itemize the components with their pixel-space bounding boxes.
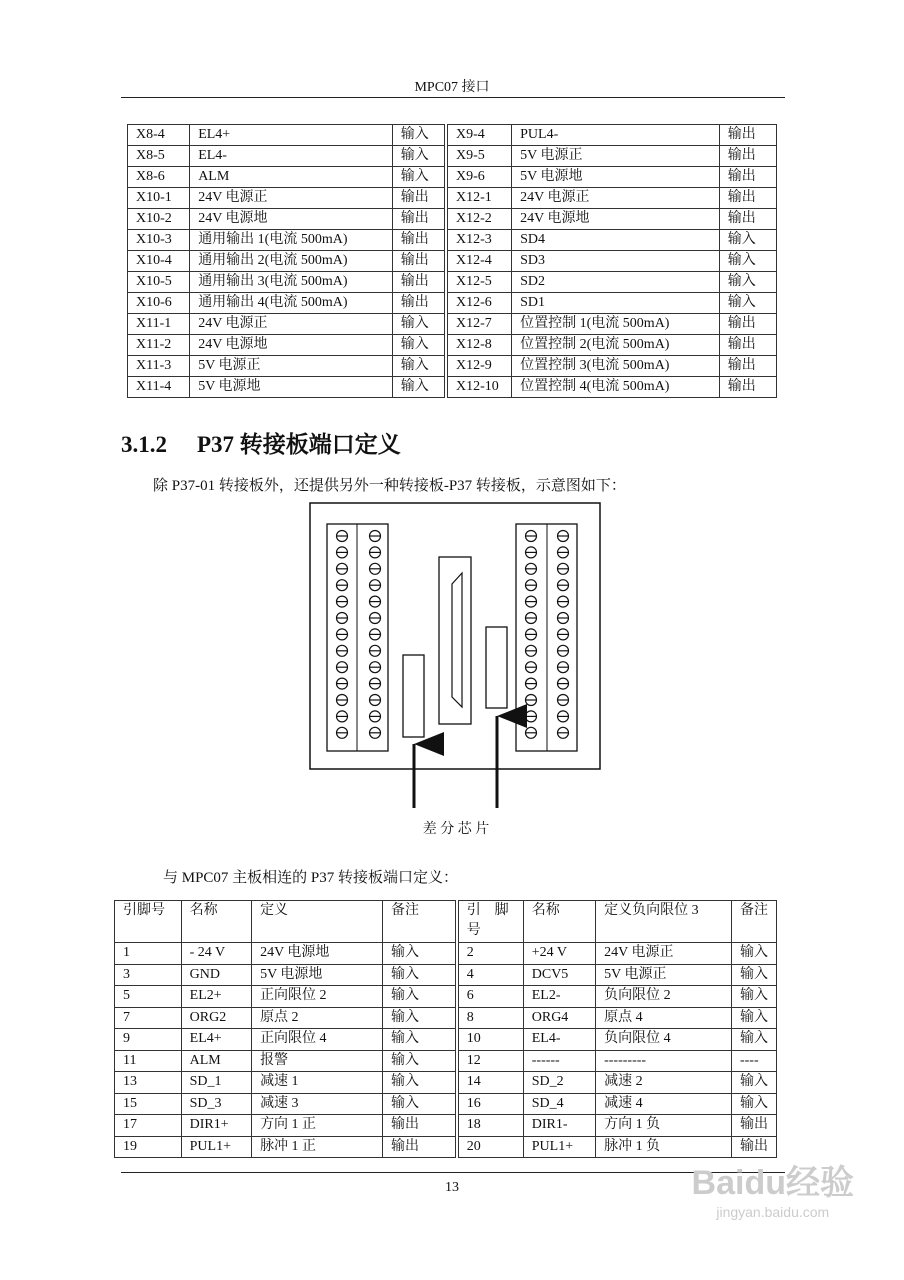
table-cell: 输出: [719, 356, 776, 377]
table-cell: 名称: [181, 901, 251, 943]
table-cell: 方向 1 负: [596, 1115, 732, 1137]
table-cell: 13: [115, 1072, 182, 1094]
table-cell: X10-3: [128, 230, 190, 251]
table-cell: ORG4: [523, 1007, 595, 1029]
table-cell: X12-5: [446, 272, 512, 293]
table-cell: SD3: [512, 251, 720, 272]
table-cell: 通用输出 2(电流 500mA): [190, 251, 393, 272]
watermark-url: jingyan.baidu.com: [716, 1204, 830, 1220]
footer-rule: [121, 1172, 785, 1173]
intro-paragraph: 除 P37-01 转接板外，还提供另外一种转接板-P37 转接板，示意图如下：: [153, 478, 626, 494]
table-cell: 24V 电源地: [190, 209, 393, 230]
table-cell: 通用输出 4(电流 500mA): [190, 293, 393, 314]
table-cell: - 24 V: [181, 943, 251, 965]
table-cell: 输出: [731, 1136, 776, 1158]
table-cell: 输出: [719, 377, 776, 398]
table-cell: DIR1-: [523, 1115, 595, 1137]
table-cell: 输出: [382, 1136, 456, 1158]
table-cell: 输出: [392, 251, 446, 272]
table-cell: X12-9: [446, 356, 512, 377]
table-cell: 5V 电源正: [512, 146, 720, 167]
table-cell: GND: [181, 964, 251, 986]
table-cell: 原点 4: [596, 1007, 732, 1029]
table-cell: X12-1: [446, 188, 512, 209]
table-cell: PUL4-: [512, 125, 720, 146]
db37-connector: [439, 557, 471, 724]
table-cell: 通用输出 1(电流 500mA): [190, 230, 393, 251]
table-cell: PUL1+: [181, 1136, 251, 1158]
table-cell: 输出: [719, 335, 776, 356]
page-number: 13: [445, 1180, 459, 1195]
table-cell: X10-6: [128, 293, 190, 314]
table-cell: 名称: [523, 901, 595, 943]
table-cell: 5V 电源正: [596, 964, 732, 986]
table-cell: 19: [115, 1136, 182, 1158]
table-cell: 原点 2: [252, 1007, 383, 1029]
table-cell: SD_1: [181, 1072, 251, 1094]
table-cell: 输出: [719, 167, 776, 188]
table-cell: 输入: [731, 1029, 776, 1051]
table-cell: EL2-: [523, 986, 595, 1008]
table-cell: 备注: [731, 901, 776, 943]
table-cell: 17: [115, 1115, 182, 1137]
table-cell: 输入: [382, 1050, 456, 1072]
page-header: MPC07 接口: [414, 80, 490, 95]
table-cell: 24V 电源地: [512, 209, 720, 230]
table-cell: 定义: [252, 901, 383, 943]
table-cell: EL2+: [181, 986, 251, 1008]
watermark-brand: Baidu经验: [691, 1164, 854, 1202]
table-cell: 输出: [392, 272, 446, 293]
table-cell: 24V 电源地: [252, 943, 383, 965]
table-cell: 引脚号: [115, 901, 182, 943]
table-cell: 24V 电源地: [190, 335, 393, 356]
table-cell: 16: [457, 1093, 524, 1115]
table-cell: 24V 电源正: [596, 943, 732, 965]
table-cell: 输出: [719, 314, 776, 335]
differential-chip-left: [403, 655, 424, 737]
table-cell: 脉冲 1 负: [596, 1136, 732, 1158]
table-cell: ----: [731, 1050, 776, 1072]
table-cell: X12-10: [446, 377, 512, 398]
table-cell: DCV5: [523, 964, 595, 986]
table-cell: 输入: [382, 1072, 456, 1094]
table-cell: EL4-: [190, 146, 393, 167]
section-title: P37 转接板端口定义: [197, 432, 401, 457]
table-cell: 减速 4: [596, 1093, 732, 1115]
table-cell: 输入: [731, 943, 776, 965]
table-cell: 输入: [392, 167, 446, 188]
table-cell: SD_3: [181, 1093, 251, 1115]
board-outline: [310, 503, 600, 769]
table-cell: 减速 2: [596, 1072, 732, 1094]
table-cell: 4: [457, 964, 524, 986]
table-cell: X11-4: [128, 377, 190, 398]
differential-chip-right: [486, 627, 507, 708]
table-cell: 24V 电源正: [190, 314, 393, 335]
table-cell: X10-5: [128, 272, 190, 293]
table-cell: EL4+: [190, 125, 393, 146]
table-cell: SD2: [512, 272, 720, 293]
table-cell: X12-2: [446, 209, 512, 230]
table-cell: 12: [457, 1050, 524, 1072]
table-cell: 输出: [392, 293, 446, 314]
table-cell: 报警: [252, 1050, 383, 1072]
table-cell: 输入: [392, 146, 446, 167]
table-cell: 输入: [382, 1007, 456, 1029]
table-cell: 输入: [731, 1072, 776, 1094]
table-cell: 输入: [731, 986, 776, 1008]
table-cell: 输入: [731, 964, 776, 986]
table-cell: X8-5: [128, 146, 190, 167]
table-cell: 备注: [382, 901, 456, 943]
table-row: [115, 1115, 777, 1137]
table-cell: EL4+: [181, 1029, 251, 1051]
table-cell: 10: [457, 1029, 524, 1051]
table-cell: 输入: [731, 1093, 776, 1115]
table-cell: 5: [115, 986, 182, 1008]
table-cell: 输出: [382, 1115, 456, 1137]
baidu-watermark: [692, 1155, 854, 1220]
table-cell: 20: [457, 1136, 524, 1158]
table-cell: 15: [115, 1093, 182, 1115]
table-cell: X12-7: [446, 314, 512, 335]
table-cell: 输出: [731, 1115, 776, 1137]
table-cell: 减速 3: [252, 1093, 383, 1115]
table-row: [115, 1072, 777, 1094]
table-cell: 输出: [392, 230, 446, 251]
table-cell: X12-6: [446, 293, 512, 314]
table-cell: ------: [523, 1050, 595, 1072]
table-cell: EL4-: [523, 1029, 595, 1051]
table-cell: 1: [115, 943, 182, 965]
table-cell: 7: [115, 1007, 182, 1029]
table-cell: 脉冲 1 正: [252, 1136, 383, 1158]
table-cell: ORG2: [181, 1007, 251, 1029]
table-cell: 5V 电源地: [190, 377, 393, 398]
table-cell: 位置控制 1(电流 500mA): [512, 314, 720, 335]
diagram-label: 差 分 芯 片: [422, 822, 490, 837]
table-cell: DIR1+: [181, 1115, 251, 1137]
section-number: 3.1.2: [121, 432, 167, 457]
table-cell: 输入: [392, 314, 446, 335]
table-cell: 18: [457, 1115, 524, 1137]
table-cell: 位置控制 2(电流 500mA): [512, 335, 720, 356]
table-cell: 24V 电源正: [190, 188, 393, 209]
table-cell: 24V 电源正: [512, 188, 720, 209]
table-row: [115, 964, 777, 986]
table-cell: X10-4: [128, 251, 190, 272]
table-cell: ALM: [190, 167, 393, 188]
table-cell: 负向限位 4: [596, 1029, 732, 1051]
table-cell: 位置控制 3(电流 500mA): [512, 356, 720, 377]
table-cell: X11-3: [128, 356, 190, 377]
table-header-row: [115, 901, 777, 943]
table-cell: 正向限位 2: [252, 986, 383, 1008]
table-cell: PUL1+: [523, 1136, 595, 1158]
table-cell: 输出: [719, 188, 776, 209]
table-cell: X9-6: [446, 167, 512, 188]
table-cell: 9: [115, 1029, 182, 1051]
table-cell: 5V 电源正: [190, 356, 393, 377]
table-cell: 输出: [392, 188, 446, 209]
table-cell: X12-8: [446, 335, 512, 356]
table-cell: X11-1: [128, 314, 190, 335]
table-cell: 输入: [392, 335, 446, 356]
table-cell: 输入: [382, 964, 456, 986]
table-row: [115, 1050, 777, 1072]
table-cell: 输入: [392, 356, 446, 377]
table-cell: 输出: [719, 125, 776, 146]
table-cell: 输入: [719, 230, 776, 251]
table-cell: 输入: [392, 125, 446, 146]
table-row: [115, 1029, 777, 1051]
table-cell: 2: [457, 943, 524, 965]
table-cell: X12-4: [446, 251, 512, 272]
table-cell: ---------: [596, 1050, 732, 1072]
table-cell: 方向 1 正: [252, 1115, 383, 1137]
table-cell: 引 脚号: [457, 901, 524, 943]
table-cell: X9-4: [446, 125, 512, 146]
table-cell: 5V 电源地: [512, 167, 720, 188]
table-cell: 输入: [719, 272, 776, 293]
table-cell: X8-4: [128, 125, 190, 146]
table-cell: X8-6: [128, 167, 190, 188]
table-cell: 5V 电源地: [252, 964, 383, 986]
table-cell: 输入: [382, 986, 456, 1008]
table-cell: X11-2: [128, 335, 190, 356]
table-cell: 位置控制 4(电流 500mA): [512, 377, 720, 398]
table-cell: X10-2: [128, 209, 190, 230]
table-row: [115, 986, 777, 1008]
table-cell: +24 V: [523, 943, 595, 965]
table-cell: 负向限位 2: [596, 986, 732, 1008]
table-cell: 输出: [719, 209, 776, 230]
table-cell: X10-1: [128, 188, 190, 209]
table-cell: 输出: [719, 146, 776, 167]
p37-port-table: [114, 900, 777, 1158]
table-row: [115, 1136, 777, 1158]
table-cell: 14: [457, 1072, 524, 1094]
table-cell: 定义负向限位 3: [596, 901, 732, 943]
table-cell: 输入: [719, 251, 776, 272]
table-cell: 11: [115, 1050, 182, 1072]
table-cell: 正向限位 4: [252, 1029, 383, 1051]
table-cell: 通用输出 3(电流 500mA): [190, 272, 393, 293]
table2-intro: 与 MPC07 主板相连的 P37 转接板端口定义：: [163, 870, 459, 886]
table-cell: 8: [457, 1007, 524, 1029]
table-cell: SD1: [512, 293, 720, 314]
table-cell: X12-3: [446, 230, 512, 251]
table-cell: 输入: [382, 943, 456, 965]
table-row: [115, 1007, 777, 1029]
table-cell: ALM: [181, 1050, 251, 1072]
table-cell: 输入: [731, 1007, 776, 1029]
table-cell: 输入: [382, 1029, 456, 1051]
table-cell: 输入: [382, 1093, 456, 1115]
table-cell: SD_2: [523, 1072, 595, 1094]
table-row: [115, 943, 777, 965]
table-cell: SD_4: [523, 1093, 595, 1115]
table-cell: X9-5: [446, 146, 512, 167]
table-cell: 6: [457, 986, 524, 1008]
table-cell: 输出: [392, 209, 446, 230]
table-cell: SD4: [512, 230, 720, 251]
table-cell: 输入: [719, 293, 776, 314]
table-cell: 输入: [392, 377, 446, 398]
table-row: [115, 1093, 777, 1115]
table-cell: 3: [115, 964, 182, 986]
table-cell: 减速 1: [252, 1072, 383, 1094]
